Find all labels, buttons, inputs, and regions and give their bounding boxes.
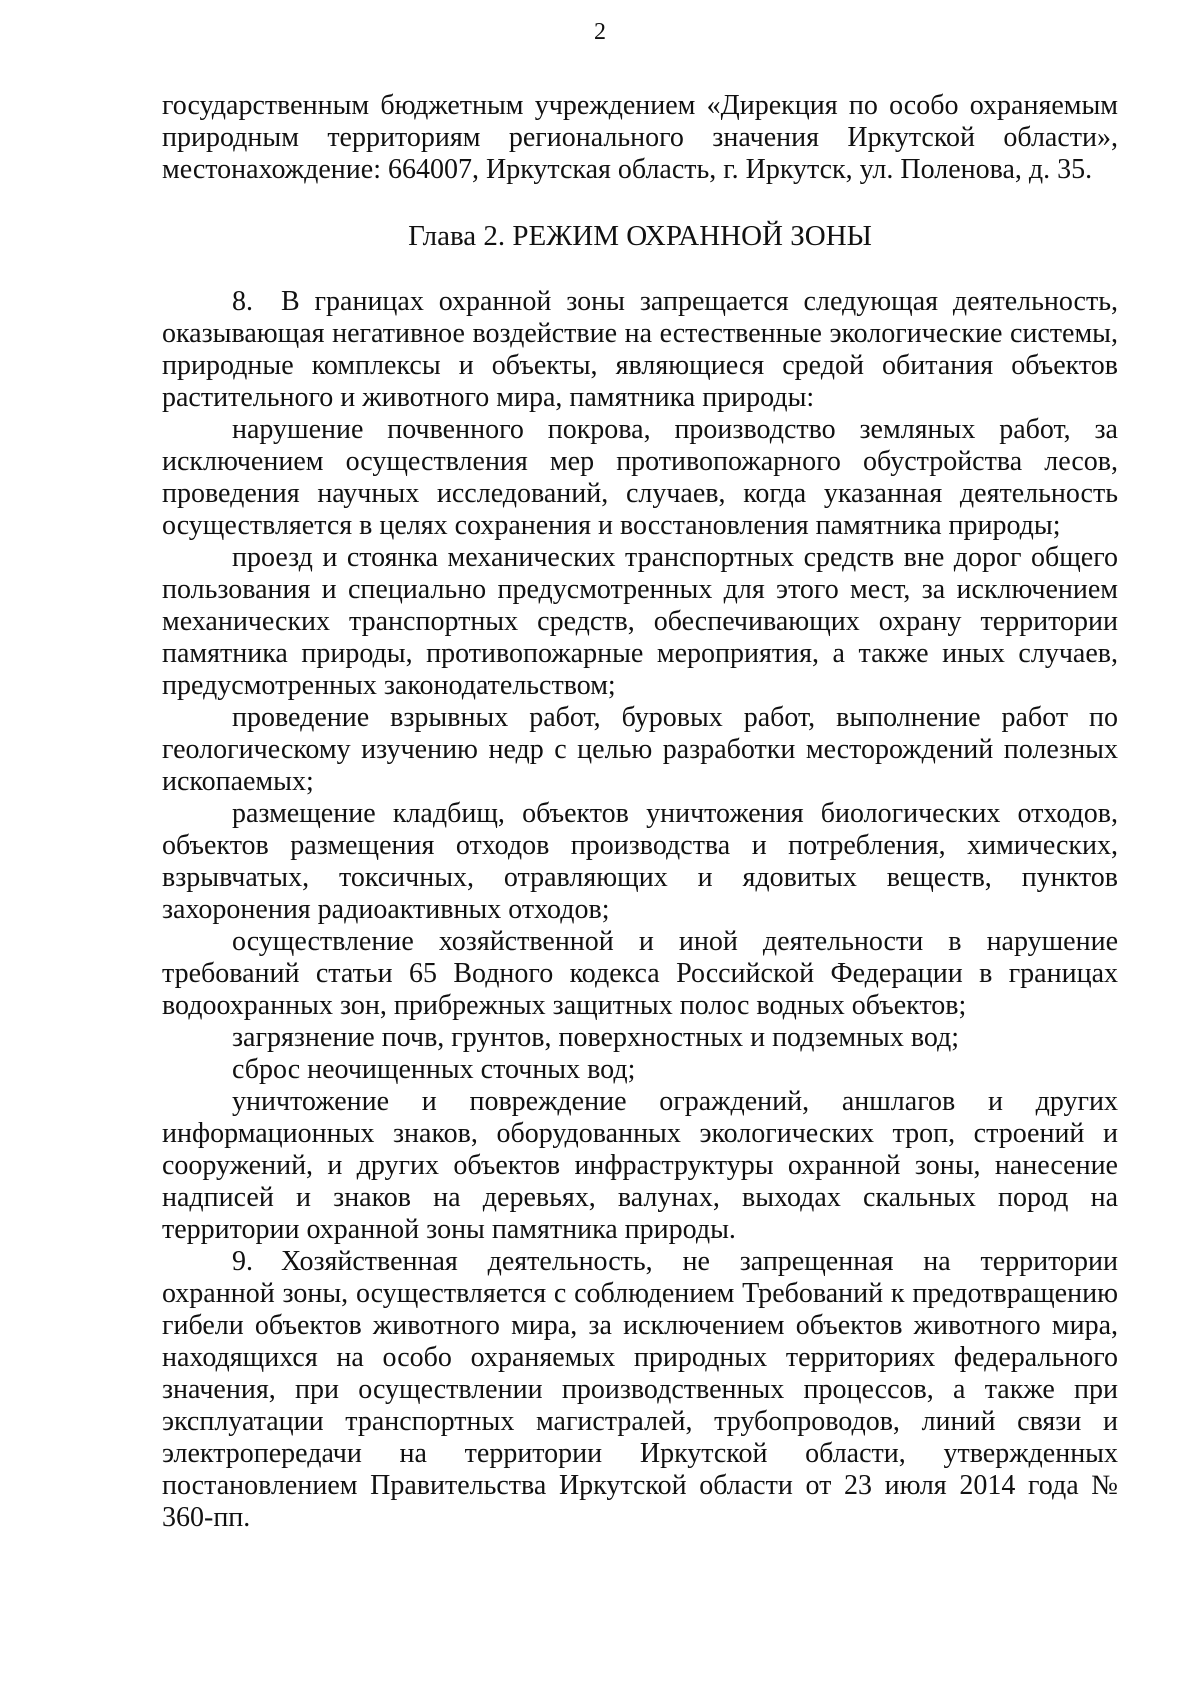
clause-8-item: проезд и стоянка механических транспортных средств вне дорог общего пользования и специально предусмотренных для этого мест, за исключением механических транспортных средств, обеспечивающих охрану территории памятника природы, противопожарные мероприятия, а также иных случаев, предусмотренных законодательством; bbox=[162, 542, 1118, 701]
clause-8-item: осуществление хозяйственной и иной деятельности в нарушение требований статьи 65 Водного кодекса Российской Федерации в границах водоохранных зон, прибрежных защитных полос водных объектов; bbox=[162, 926, 1118, 1021]
clause-8-item: загрязнение почв, грунтов, поверхностных и подземных вод; bbox=[232, 1022, 960, 1053]
clause-8-item: нарушение почвенного покрова, производство земляных работ, за исключением осуществления мер противопожарного обустройства лесов, проведения научных исследований, случаев, когда указанная деятельность осуществляется в целях сохранения и восстановления памятника природы; bbox=[162, 414, 1118, 541]
clause-8-item: размещение кладбищ, объектов уничтожения биологических отходов, объектов размещения отходов производства и потребления, химических, взрывчатых, токсичных, отравляющих и ядовитых веществ, пунктов захоронения радиоактивных отходов; bbox=[162, 798, 1118, 925]
document-body bbox=[162, 90, 1118, 1534]
chapter-heading: Глава 2. РЕЖИМ ОХРАННОЙ ЗОНЫ bbox=[408, 220, 872, 252]
clause-9-paragraph: 9. Хозяйственная деятельность, не запрещенная на территории охранной зоны, осуществляется с соблюдением Требований к предотвращению гибели объектов животного мира, за исключением объектов животного мира, находящихся на особо охраняемых природных территориях федерального значения, при осуществлении производственных процессов, а также при эксплуатации транспортных магистралей, трубопроводов, линий связи и электропередачи на территории Иркутской области, утвержденных постановлением Правительства Иркутской области от 23 июля 2014 года № 360-пп. bbox=[162, 1246, 1118, 1533]
page-number: 2 bbox=[594, 19, 606, 45]
clause-8-item: уничтожение и повреждение ограждений, аншлагов и других информационных знаков, оборудованных экологических троп, строений и сооружений, и других объектов инфраструктуры охранной зоны, нанесение надписей и знаков на деревьях, валунах, выходах скальных пород на территории охранной зоны памятника природы. bbox=[162, 1086, 1118, 1245]
clause-8-lead: 8. В границах охранной зоны запрещается следующая деятельность, оказывающая негативное воздействие на естественные экологические системы, природные комплексы и объекты, являющиеся средой обитания объектов растительного и животного мира, памятника природы: bbox=[162, 286, 1118, 413]
intro-paragraph: государственным бюджетным учреждением «Дирекция по особо охраняемым природным территориям регионального значения Иркутской области», местонахождение: 664007, Иркутская область, г. Иркутск, ул. Поленова, д. 35. bbox=[162, 90, 1118, 185]
clause-8-item: проведение взрывных работ, буровых работ, выполнение работ по геологическому изучению недр с целью разработки месторождений полезных ископаемых; bbox=[162, 702, 1118, 797]
clause-8-item: сброс неочищенных сточных вод; bbox=[232, 1054, 636, 1085]
